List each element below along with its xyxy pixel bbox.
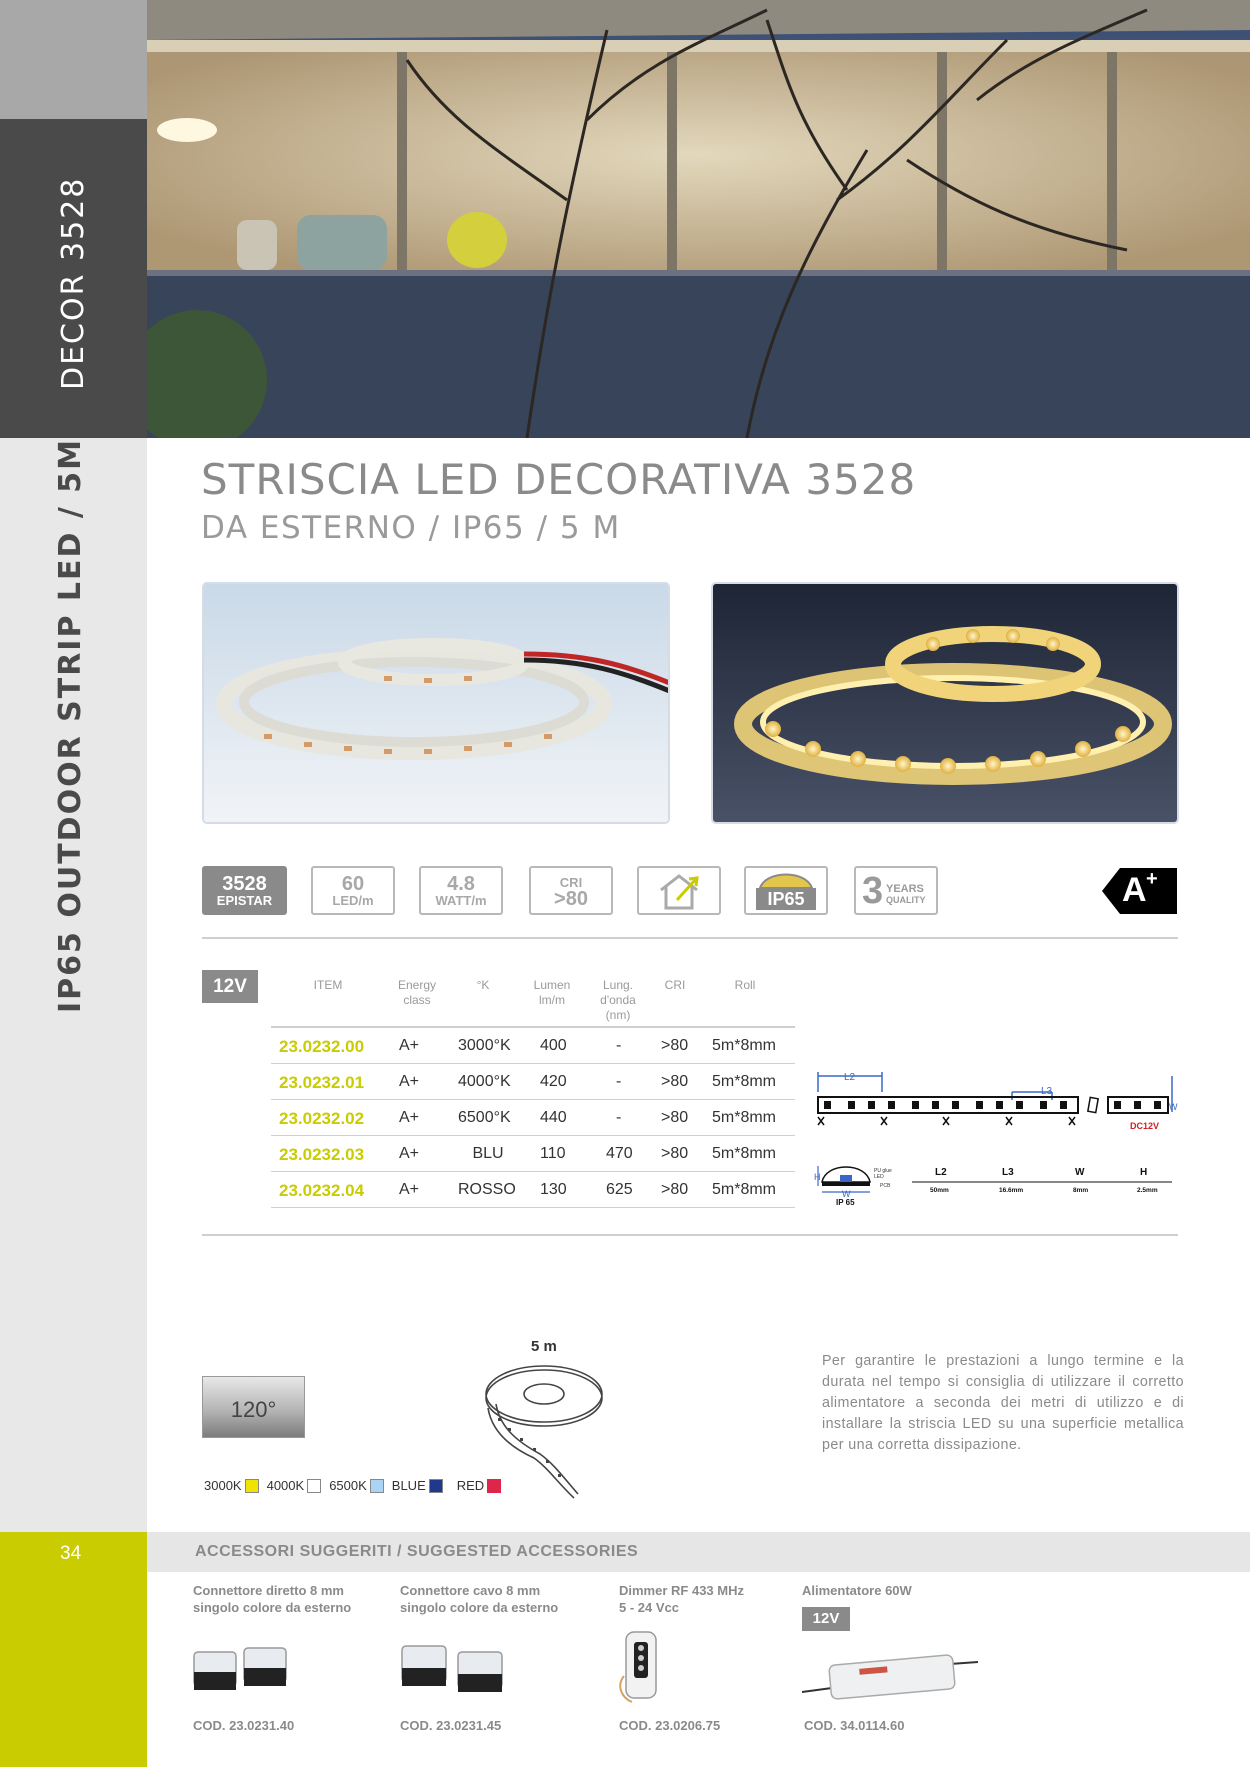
legend-swatch [370,1479,384,1493]
legend-label: 4000K [266,1478,305,1493]
cell-lumen: 400 [540,1037,567,1054]
header-item: ITEM [313,978,343,992]
cell-wave: - [616,1109,622,1126]
chip-badge: 3528 EPISTAR [202,866,287,915]
cell-energy: A+ [399,1073,420,1090]
dim-header-l2: L2 [935,1167,947,1178]
sidebar-product-label: IP65 OUTDOOR STRIP LED / 5M [53,438,88,1013]
energy-class-badge: A + [1102,868,1177,914]
power-supply-icon [800,1650,980,1700]
accessory-code: COD. 34.0114.60 [804,1718,905,1733]
diagram-h-arrow-label: H [814,1172,821,1182]
cable-connector-icon [398,1632,518,1704]
cri-badge: CRI >80 [529,866,613,915]
diagram-l3-arrow-label: L3 [1041,1086,1053,1097]
direct-connector-icon [190,1638,295,1698]
strip-dimension-diagram [812,1062,1182,1212]
accessories-title: ACCESSORI SUGGERITI / SUGGESTED ACCESSORIES [195,1543,639,1560]
cell-item: 23.0232.04 [279,1181,365,1200]
ip-lamp-icon [746,868,826,888]
cell-cri: >80 [661,1145,689,1162]
product-photo-off [202,582,670,824]
cell-cri: >80 [661,1109,689,1126]
divider-top [202,937,1178,939]
accessory-name: Connettore cavo 8 mm singolo colore da esterno [400,1583,559,1615]
beam-angle-box [202,1376,305,1438]
accessory-code: COD. 23.0231.45 [400,1718,502,1733]
legend-swatch [245,1479,259,1493]
accessory-voltage-tag: 12V [802,1607,850,1631]
cell-wave: - [616,1037,622,1054]
divider-bottom [202,1234,1178,1236]
cell-energy: A+ [399,1037,420,1054]
cell-lumen: 110 [540,1145,566,1162]
table-row [271,1064,795,1100]
table-row [271,1028,795,1064]
page-number: 34 [60,1543,82,1564]
header-kelvin: °K [476,978,490,992]
cell-lumen: 420 [540,1073,567,1090]
cell-roll: 5m*8mm [712,1109,777,1126]
cell-energy: A+ [399,1181,420,1198]
header-wavelength: Lung. d'onda (nm) [600,978,636,1022]
accessory-code: COD. 23.0206.75 [619,1718,721,1733]
legend-label: BLUE [391,1478,426,1493]
color-legend [204,1478,509,1493]
legend-label: 6500K [329,1478,367,1493]
cell-cri: >80 [661,1073,689,1090]
cell-roll: 5m*8mm [712,1037,777,1054]
cell-wave: 470 [606,1145,633,1162]
header-lumen: Lumen lm/m [533,978,571,1007]
table-row [271,1172,795,1208]
dim-header-h: H [1140,1167,1148,1178]
cell-roll: 5m*8mm [712,1181,777,1198]
cell-cri: >80 [661,1037,689,1054]
hero-photo [147,0,1250,438]
cell-wave: - [616,1073,622,1090]
sidebar-section-label: DECOR 3528 [56,176,91,390]
cell-item: 23.0232.02 [279,1109,365,1128]
accessory-code: COD. 23.0231.40 [193,1718,295,1733]
cell-kelvin: ROSSO [458,1181,516,1198]
led-roll-icon [478,1358,618,1508]
accessory-name: Alimentatore 60W [802,1583,912,1598]
dim-value-w: 8mm [1073,1187,1089,1194]
sidebar-top-block [0,0,147,119]
diagram-ip-label: IP 65 [836,1198,855,1207]
legend-label: RED [456,1478,485,1493]
diagram-l2-arrow-label: L2 [844,1072,856,1083]
beam-angle-value: 120° [230,1397,277,1422]
legend-label: 3000K [204,1478,242,1493]
roll-length-label: 5 m [531,1338,557,1355]
cell-kelvin: 3000°K [458,1037,511,1054]
dim-value-l3: 16.6mm [999,1187,1024,1194]
cell-item: 23.0232.00 [279,1037,365,1056]
header-cri: CRI [664,978,686,992]
table-row [271,1100,795,1136]
accessory-name: Dimmer RF 433 MHz 5 - 24 Vcc [619,1583,744,1615]
wattage-badge: 4.8 WATT/m [419,866,503,915]
cell-cri: >80 [661,1181,689,1198]
accessory-name: Connettore diretto 8 mm singolo colore da esterno [193,1583,352,1615]
legend-swatch [429,1479,443,1493]
accessories-header [147,1532,1250,1572]
indoor-outdoor-badge [637,866,721,915]
led-density-badge: 60 LED/m [311,866,395,915]
cell-item: 23.0232.03 [279,1145,365,1164]
cell-kelvin: BLU [472,1145,504,1162]
diagram-w-arrow-label: W [1169,1102,1178,1112]
installation-note: Per garantire le prestazioni a lungo termine e la durata nel tempo si consiglia di utilizzare il corretto alimentatore a seconda dei metri di utilizzo e di installare la striscia LED su una superficie metallica per una corretta dissipazione. [822,1353,1184,1453]
cell-roll: 5m*8mm [712,1145,777,1162]
dim-header-l3: L3 [1002,1167,1014,1178]
warranty-badge: 3 YEARS QUALITY [854,866,938,915]
page-subtitle: DA ESTERNO / IP65 / 5 M [201,510,621,546]
voltage-tag: 12V [202,970,258,1003]
cell-wave: 625 [606,1181,633,1198]
header-energy-class: Energy class [397,978,437,1007]
dim-value-h: 2.5mm [1137,1187,1158,1194]
page-title: STRISCIA LED DECORATIVA 3528 [201,455,917,504]
dim-header-w: W [1075,1167,1085,1178]
cell-energy: A+ [399,1145,420,1162]
cell-roll: 5m*8mm [712,1073,777,1090]
diagram-w-section-label: W [842,1189,851,1199]
diagram-led-label: LED [874,1174,884,1180]
header-roll: Roll [734,978,756,992]
cell-energy: A+ [399,1109,420,1126]
dimmer-remote-icon [614,1628,674,1708]
cell-lumen: 130 [540,1181,567,1198]
diagram-voltage-label: DC12V [1130,1121,1160,1131]
legend-swatch [307,1479,321,1493]
diagram-pcb-label: PCB [880,1183,891,1189]
house-arrow-icon [639,868,719,913]
cell-kelvin: 6500°K [458,1109,511,1126]
ip-rating-badge: IP65 [744,866,828,915]
product-photo-on [711,582,1179,824]
sidebar-page-block [0,1532,147,1767]
table-row [271,1136,795,1172]
cell-item: 23.0232.01 [279,1073,365,1092]
cell-lumen: 440 [540,1109,567,1126]
cell-kelvin: 4000°K [458,1073,511,1090]
diagram-pu-glue-label: PU glue [874,1168,892,1174]
dim-value-l2: 50mm [930,1187,949,1194]
